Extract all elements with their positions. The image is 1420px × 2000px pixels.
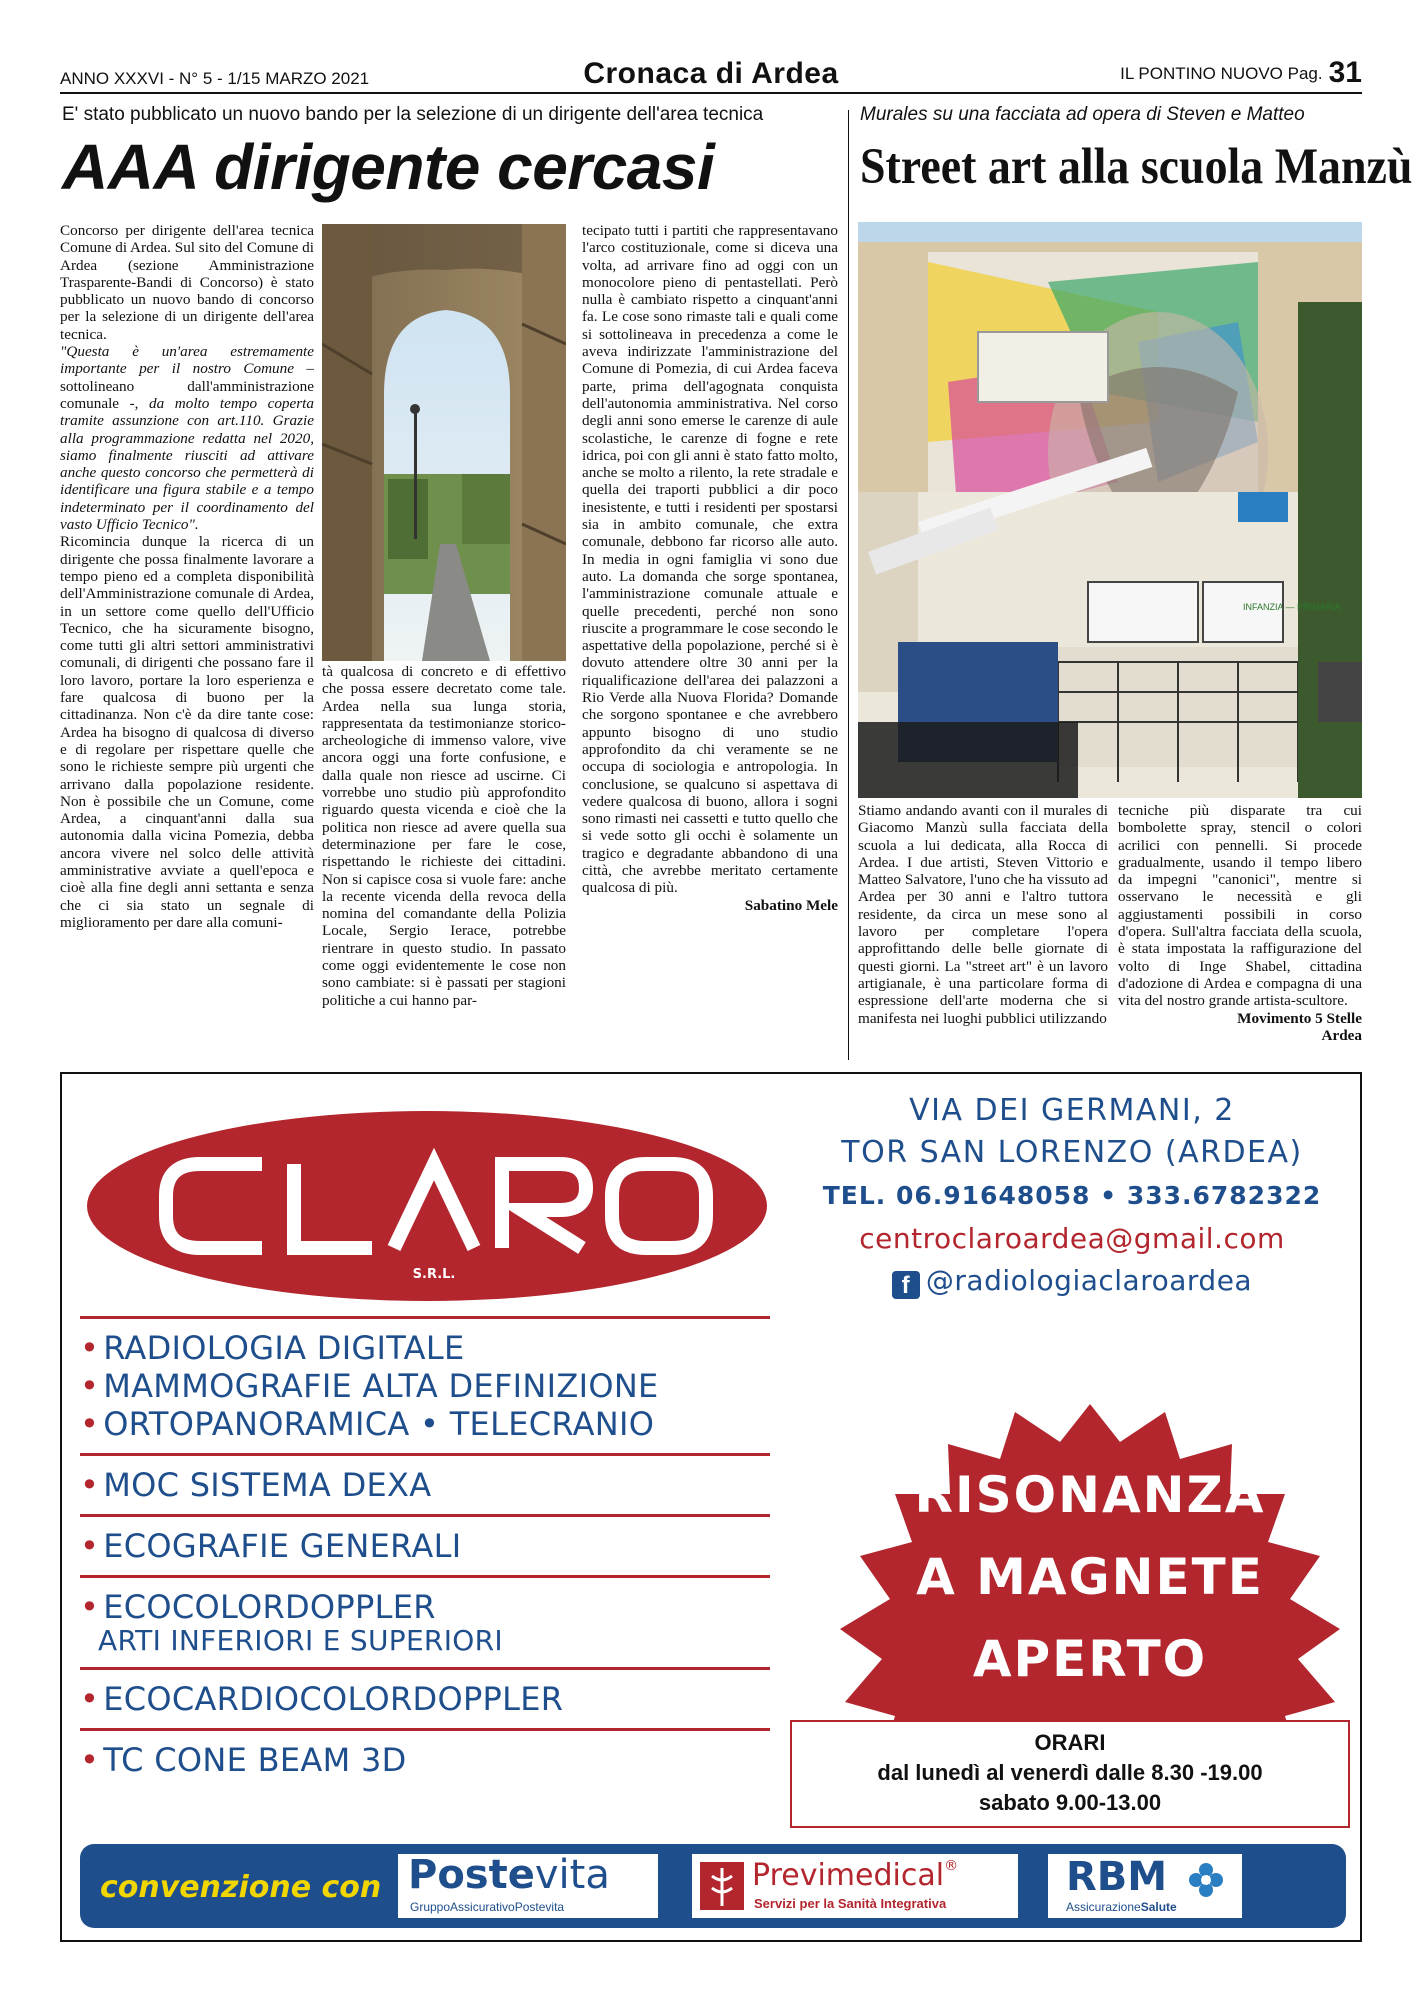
service-item: ECOCARDIOCOLORDOPPLER: [103, 1680, 564, 1718]
right-article-col1: Stiamo andando avanti con il murales di Giacomo Manzù sulla facciata della scuola a lui dedicata, alla Rocca di Ardea. I due artisti, Steven Vittorio e Matteo Salvatore, l'uno che ha vissuto ad Ardea per 30 anni e l'altro tuttora residente, da circa un mese sono al lavoro per completare l'opera approfittando delle belle giornate di questi giorni. La "street art" è un lavoro artigianale, è una particolare forma di espressione dell'arte moderna che si manifesta nei luoghi pubblici utilizzando: [858, 802, 1108, 1027]
left-article-col2: tà qualcosa di concreto e di effettivo che possa essere decretato come tale. Ardea nella sua lunga storia, rappresentata da testimonianze storico-archeologiche di immenso valore, vive ancora oggi una forte confusione, e dalla quale non riesce ad uscirne. Ci vorrebbe uno studio più approfondito riguardo questa vicenda e cioè che la politica non riesce ad avere quella sua determinazione per fare le cose, rispettando le richieste dei cittadini. Non si capisce cosa si vuole fare: anche la recente vicenda della revoca della nomina del comandante della Polizia Locale, Sergio Ierace, potrebbe rientrare in questo studio. In passato come oggi evidentemente le cose non sono cambiate: si è passati per stagioni politiche a cui hanno par-: [322, 663, 566, 1009]
bullet-icon: •: [80, 1329, 100, 1367]
rbm-name: RBM: [1066, 1854, 1168, 1900]
service-item: RADIOLOGIA DIGITALE: [103, 1329, 465, 1367]
services-list: [80, 1316, 770, 1789]
left-article-author: Sabatino Mele: [744, 896, 838, 914]
right-article-kicker: Murales su una facciata ad opera di Steven e Matteo: [860, 104, 1305, 125]
claro-advertisement: [60, 1072, 1362, 1942]
school-sign-text: INFANZIA — PRIMARIA: [1243, 602, 1341, 612]
previmedical-logo: [692, 1854, 1018, 1918]
flower-icon: [1188, 1862, 1224, 1898]
left-article-col1: [60, 222, 314, 1050]
quote-open: "Questa è un'area estremamente importante per il nostro Comune: [60, 343, 314, 378]
left-article-body-b: tecipato tutti i partiti che rappresentavano l'arco costituzionale, come si diceva una volta, ad arrivare fino ad oggi con un monocolore pieno di pentastellati. Però nulla è cambiato rispetto a cinquant'anni fa. Le cose sono rimaste tali e quali come si sottolineava in precedenza a come le aveva indirizzate l'amministrazione del Comune di Pomezia, di cui Ardea faceva parte, prima dell'agognata conquista dell'autonomia amministrativa. Nel corso degli anni sono emerse le carenze di aule scolastiche, le carenze di fogne e rete idrica, poi con gli anni è stato fatto molto, anche se molto a rilento, la rete stradale e quella dei traporti pubblici a dir poco inesistente, e tutti i residenti per spostarsi sia in ambito comunale, che extra comunale, debbono far ricorso alle auto. In media in ogni famiglia vi sono due auto. La domanda che sorge spontanea, l'amministrazione comunale attuale e quelle precedenti, perché non sono riuscite a programmare le cose secondo le aspettative della popolazione, perché si è dovuto attendere oltre 30 anni per la riqualificazione dell'area dei palazzoni a Rio Verde alla Nuova Florida? Domande che sorgono spontanee e che avrebbero appunto bisogno di uno studio approfondito da chi veramente se ne occupa di sociologia e antropologia. In conclusione, se qualcuno si aspettava di vedere qualcosa di buono, allora i sogni sono rimasti nei cassetti e tutto quello che si vede sotto gli occhi è solamente un tragico e degradante abbandono di una città, che avrebbe meritato certamente qualcosa di più.: [582, 222, 838, 897]
badge-line-1: RISONANZA: [914, 1466, 1266, 1524]
previmedical-subtitle: Servizi per la Sanità Integrativa: [754, 1896, 947, 1911]
mural-photo: [858, 222, 1362, 798]
column-divider: [848, 110, 849, 1060]
right-article-author-place: Ardea: [1321, 1026, 1362, 1044]
social-handle: @radiologiaclaroardea: [925, 1264, 1253, 1297]
page-number: 31: [1328, 56, 1362, 89]
service-item: MOC SISTEMA DEXA: [103, 1466, 432, 1504]
page-info: [1120, 56, 1362, 90]
service-item: ORTOPANORAMICA • TELECRANIO: [103, 1405, 655, 1443]
bullet-icon: •: [80, 1588, 100, 1626]
registered-mark: ®: [944, 1858, 959, 1874]
right-article-col2: [1118, 802, 1362, 1054]
facebook-icon: f: [892, 1271, 920, 1299]
service-group: [80, 1453, 770, 1514]
postevita-logo: [398, 1854, 658, 1918]
postevita-b: vita: [534, 1852, 610, 1898]
paper-name: IL PONTINO NUOVO: [1120, 64, 1283, 83]
social-handle-row: [802, 1264, 1342, 1299]
claro-brand: CLARO: [425, 1136, 429, 1137]
service-item: TC CONE BEAM 3D: [103, 1741, 407, 1779]
mri-open-badge: [820, 1454, 1360, 1700]
left-article-col3: [582, 222, 838, 1050]
quote-attribution: – sottolineano dall'amministrazione comunale -,: [60, 360, 314, 412]
hours-saturday: sabato 9.00-13.00: [978, 1790, 1162, 1815]
bullet-icon: •: [80, 1367, 100, 1405]
opening-hours-box: [790, 1720, 1350, 1828]
page-label: Pag.: [1287, 64, 1323, 83]
issue-info: ANNO XXXVI - N° 5 - 1/15 MARZO 2021: [60, 69, 370, 88]
section-title: Cronaca di Ardea: [583, 57, 839, 90]
service-item: ECOGRAFIE GENERALI: [103, 1527, 462, 1565]
rbm-logo: [1048, 1854, 1242, 1918]
right-article-headline: Street art alla scuola Manzù: [860, 139, 1413, 195]
address-line-2: TOR SAN LORENZO (ARDEA): [841, 1135, 1303, 1170]
caduceus-icon: [700, 1862, 744, 1910]
postevita-a: Poste: [408, 1852, 535, 1898]
service-group: [80, 1316, 770, 1453]
service-group: [80, 1728, 770, 1789]
arch-photo: [322, 224, 566, 661]
service-group: [80, 1514, 770, 1575]
claro-suffix: S.R.L.: [412, 1267, 456, 1282]
bullet-icon: •: [80, 1405, 100, 1443]
bullet-icon: •: [80, 1680, 100, 1718]
quote-close: da molto tempo coperta tramite assunzione con art.110. Grazie alla programmazione redatta nel 2020, siamo finalmente riusciti ad attivare anche questo concorso che permetterà di identificare una figura stabile e a tempo indeterminato per il coordinamento del vasto Ufficio Tecnico".: [60, 394, 314, 534]
hours-weekday: dal lunedì al venerdì dalle 8.30 -19.00: [877, 1760, 1263, 1785]
bullet-icon: •: [80, 1741, 100, 1779]
left-article-body-a: Ricomincia dunque la ricerca di un dirigente che possa finalmente lavorare a tempo pieno ed a completa disponibilità dell'Amministrazione comunale di Ardea, in un settore come quello dell'Ufficio Tecnico, che ha sicuramente bisogno, come tutti gli altri settori amministrativi comunali, di dirigenti che possano fare il loro lavoro, portare la loro esperienza e fare qualcosa di buono per la cittadinanza. Non c'è da dire tante cose: Ardea ha bisogno di qualcosa di diverso e di regolare per rispettare quelle che sono le richieste sempre più urgenti che arrivano dalla popolazione residente. Non è possibile che un Comune, come Ardea, a cinquant'anni dalla sua autonomia dalla vicina Pomezia, debba ancora vivere nel solco delle attività amministrative avviate a quell'epoca e cioè alla fine degli anni settanta e senza che ci sia stato un segnale di miglioramento per dare alla comuni-: [60, 533, 314, 931]
previmedical-name: Previmedical: [752, 1858, 945, 1893]
badge-line-3: APERTO: [972, 1630, 1208, 1688]
service-subtitle: ARTI INFERIORI E SUPERIORI: [98, 1624, 503, 1657]
service-group: [80, 1667, 770, 1728]
address-line-1: VIA DEI GERMANI, 2: [909, 1093, 1235, 1128]
partners-bar: [80, 1844, 1346, 1928]
left-article-kicker: E' stato pubblicato un nuovo bando per la selezione di un dirigente dell'area tecnica: [62, 104, 764, 125]
partners-label: convenzione con: [100, 1870, 382, 1905]
bullet-icon: •: [80, 1466, 100, 1504]
postevita-subtitle: GruppoAssicurativoPostevita: [410, 1900, 565, 1914]
rbm-subtitle-a: Assicurazione: [1066, 1900, 1141, 1914]
address-block: [802, 1090, 1342, 1218]
left-article-headline: AAA dirigente cercasi: [62, 131, 715, 203]
masthead: [60, 56, 1362, 94]
phone-numbers: TEL. 06.91648058 • 333.6782322: [822, 1181, 1322, 1210]
right-article-author: Movimento 5 Stelle: [1237, 1009, 1362, 1027]
bullet-icon: •: [80, 1527, 100, 1565]
service-group: [80, 1575, 770, 1667]
badge-line-2: A MAGNETE: [916, 1548, 1264, 1606]
service-item: ECOCOLORDOPPLER: [103, 1588, 436, 1626]
rbm-subtitle-b: Salute: [1140, 1900, 1177, 1914]
hours-title: ORARI: [1034, 1730, 1106, 1755]
service-item: MAMMOGRAFIE ALTA DEFINIZIONE: [103, 1367, 659, 1405]
left-article-intro: Concorso per dirigente dell'area tecnica Comune di Ardea. Sul sito del Comune di Ardea (sezione Amministrazione Trasparente-Bandi di Concorso) è stato pubblicato un nuovo bando di concorso per la selezione di un dirigente dell'area tecnica.: [60, 222, 314, 343]
email-address: centroclaroardea@gmail.com: [859, 1222, 1285, 1255]
right-article-body-b: tecniche più disparate tra cui bombolette spray, stencil o colori acrilici con pennelli. Si procede gradualmente, usando il tempo libero da impegni "canonici", mentre si osservano le necessità e gli aggiustamenti possibili in corso d'opera. Sull'altra facciata della scuola, è stata impostata la raffigurazione del volto di Inge Shabel, cittadina d'adozione di Ardea e compagna di una vita del nostro grande artista-scultore.: [1118, 802, 1362, 1010]
